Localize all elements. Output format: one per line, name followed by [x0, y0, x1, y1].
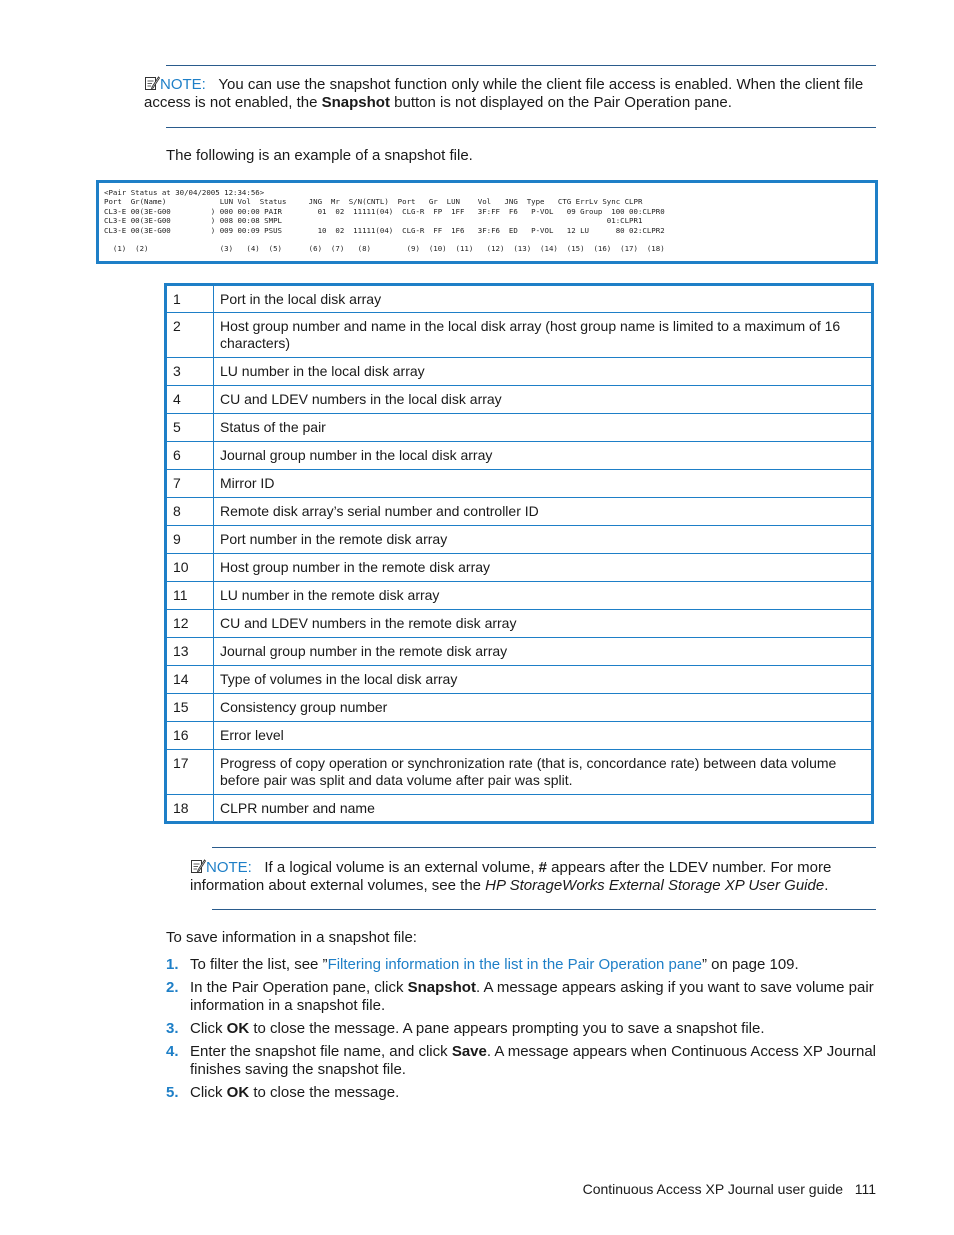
- step-text: Click: [190, 1020, 227, 1037]
- legend-number: 16: [166, 722, 214, 750]
- step-bold: OK: [226, 1020, 250, 1037]
- step-number: 2.: [166, 979, 179, 996]
- note1-bottom-rule: [166, 127, 876, 128]
- step-number: 3.: [166, 1020, 179, 1037]
- step-item: [166, 956, 878, 974]
- legend-number: 18: [166, 795, 214, 823]
- step-number: 5.: [166, 1084, 179, 1101]
- step-number: 1.: [166, 956, 179, 973]
- legend-row: [166, 358, 873, 386]
- legend-description: Journal group number in the remote disk array: [214, 638, 873, 666]
- legend-number: 10: [166, 554, 214, 582]
- legend-row: [166, 442, 873, 470]
- note2-text3: .: [824, 877, 829, 894]
- legend-description: Port in the local disk array: [214, 285, 873, 313]
- legend-row: [166, 638, 873, 666]
- note2-bottom-rule: [212, 909, 876, 910]
- legend-description: LU number in the remote disk array: [214, 582, 873, 610]
- legend-description: Remote disk array’s serial number and controller ID: [214, 498, 873, 526]
- page-number: 111: [854, 1181, 876, 1197]
- legend-row: [166, 554, 873, 582]
- legend-description: Mirror ID: [214, 470, 873, 498]
- legend-number: 1: [166, 285, 214, 313]
- legend-description: CLPR number and name: [214, 795, 873, 823]
- step-text: To filter the list, see ”: [190, 956, 328, 973]
- legend-row: [166, 470, 873, 498]
- legend-description: CU and LDEV numbers in the local disk array: [214, 386, 873, 414]
- legend-row: [166, 313, 873, 358]
- note1-top-rule: [166, 65, 876, 66]
- legend-number: 11: [166, 582, 214, 610]
- legend-number: 4: [166, 386, 214, 414]
- legend-description: Type of volumes in the local disk array: [214, 666, 873, 694]
- step-item: [166, 1043, 878, 1079]
- filtering-link[interactable]: Filtering information in the list in the Pair Operation pane: [327, 956, 702, 973]
- footer-title: Continuous Access XP Journal user guide: [582, 1181, 844, 1197]
- legend-row: [166, 582, 873, 610]
- step-item: [166, 979, 878, 1015]
- legend-number: 7: [166, 470, 214, 498]
- legend-description: Error level: [214, 722, 873, 750]
- note-icon: [144, 75, 160, 91]
- legend-row: [166, 526, 873, 554]
- legend-number: 3: [166, 358, 214, 386]
- legend-row: [166, 666, 873, 694]
- step-text: ” on page 109.: [701, 956, 799, 973]
- note2-text2: appears after the LDEV number. For more information about external volumes, see the: [190, 859, 832, 894]
- legend-number: 12: [166, 610, 214, 638]
- legend-number: 9: [166, 526, 214, 554]
- snapshot-example-text: <Pair Status at 30/04/2005 12:34:56> Port Gr(Name) LUN Vol Status JNG Mr S/N(CNTL) Port Gr LUN Vol JNG Type CTG ErrLv Sync CLPR CL3-E 00(3E-G00 ) 000 00:00 PAIR 01 02 11111(04) CLG-R FP 1FF 3F:FF F6 P-VOL 09 Group 100 00:CLPR0 CL3-E 00(3E-G00 ) 008 00:08 SMPL 01:CLPR1 CL3-E 00(3E-G00 ) 009 00:09 PSUS 10 02 11111(04) CLG-R FF 1F6 3F:F6 ED P-VOL 12 LU 80 02:CLPR2 (1) (2) (3) (4) (5) (6) (7) (8) (9) (10) (11) (12) (13) (14) (15) (16) (17) (18): [104, 188, 665, 254]
- field-legend-table: [164, 283, 874, 824]
- note1-text-before: You can use the snapshot function only while the client file access is enabled. When the client file access is not enabled, the: [144, 76, 864, 111]
- legend-description: CU and LDEV numbers in the remote disk array: [214, 610, 873, 638]
- note2-bold: #: [538, 859, 548, 876]
- legend-row: [166, 610, 873, 638]
- step-item: [166, 1084, 878, 1102]
- snapshot-example-box: [96, 180, 878, 264]
- step-bold: OK: [226, 1084, 250, 1101]
- note1-label: NOTE:: [160, 76, 206, 93]
- legend-description: Port number in the remote disk array: [214, 526, 873, 554]
- legend-row: [166, 498, 873, 526]
- step-text: Click: [190, 1084, 227, 1101]
- step-text: Enter the snapshot file name, and click: [190, 1043, 452, 1060]
- note2: [190, 858, 874, 895]
- legend-row: [166, 386, 873, 414]
- legend-description: Progress of copy operation or synchronization rate (that is, concordance rate) between data volume before pair was split and data volume after pair was split.: [214, 750, 873, 795]
- legend-number: 5: [166, 414, 214, 442]
- note1-text-after: button is not displayed on the Pair Operation pane.: [389, 94, 732, 111]
- note2-guide-title: HP StorageWorks External Storage XP User Guide: [485, 877, 825, 894]
- legend-row: [166, 750, 873, 795]
- step-text: . A message appears when Continuous Access XP Journal finishes saving the snapshot file.: [190, 1043, 876, 1078]
- legend-number: 14: [166, 666, 214, 694]
- step-text: to close the message.: [249, 1084, 400, 1101]
- legend-row: [166, 414, 873, 442]
- note1: [144, 75, 874, 112]
- step-text: to close the message. A pane appears prompting you to save a snapshot file.: [249, 1020, 765, 1037]
- legend-number: 6: [166, 442, 214, 470]
- note2-label: NOTE:: [206, 859, 252, 876]
- legend-row: [166, 795, 873, 823]
- step-item: [166, 1020, 878, 1038]
- legend-row: [166, 694, 873, 722]
- save-intro-text: To save information in a snapshot file:: [166, 929, 417, 946]
- legend-number: 13: [166, 638, 214, 666]
- legend-description: Journal group number in the local disk array: [214, 442, 873, 470]
- legend-number: 17: [166, 750, 214, 795]
- step-text: In the Pair Operation pane, click: [190, 979, 408, 996]
- save-steps-list: [166, 956, 878, 1102]
- legend-description: Status of the pair: [214, 414, 873, 442]
- step-bold: Snapshot: [407, 979, 476, 996]
- legend-row: [166, 722, 873, 750]
- legend-row: [166, 285, 873, 313]
- legend-description: Consistency group number: [214, 694, 873, 722]
- note2-top-rule: [212, 847, 876, 848]
- step-text: . A message appears asking if you want to save volume pair information in a snapshot file.: [190, 979, 874, 1014]
- page-footer: [583, 1180, 876, 1198]
- step-bold: Save: [451, 1043, 487, 1060]
- legend-number: 2: [166, 313, 214, 358]
- legend-description: LU number in the local disk array: [214, 358, 873, 386]
- legend-description: Host group number and name in the local disk array (host group name is limited to a maximum of 16 characters): [214, 313, 873, 358]
- step-number: 4.: [166, 1043, 179, 1060]
- legend-number: 15: [166, 694, 214, 722]
- note2-text1: If a logical volume is an external volume,: [264, 859, 539, 876]
- note1-bold: Snapshot: [321, 94, 390, 111]
- legend-description: Host group number in the remote disk array: [214, 554, 873, 582]
- legend-number: 8: [166, 498, 214, 526]
- intro-text: The following is an example of a snapshot file.: [166, 147, 473, 164]
- note-icon: [190, 858, 206, 874]
